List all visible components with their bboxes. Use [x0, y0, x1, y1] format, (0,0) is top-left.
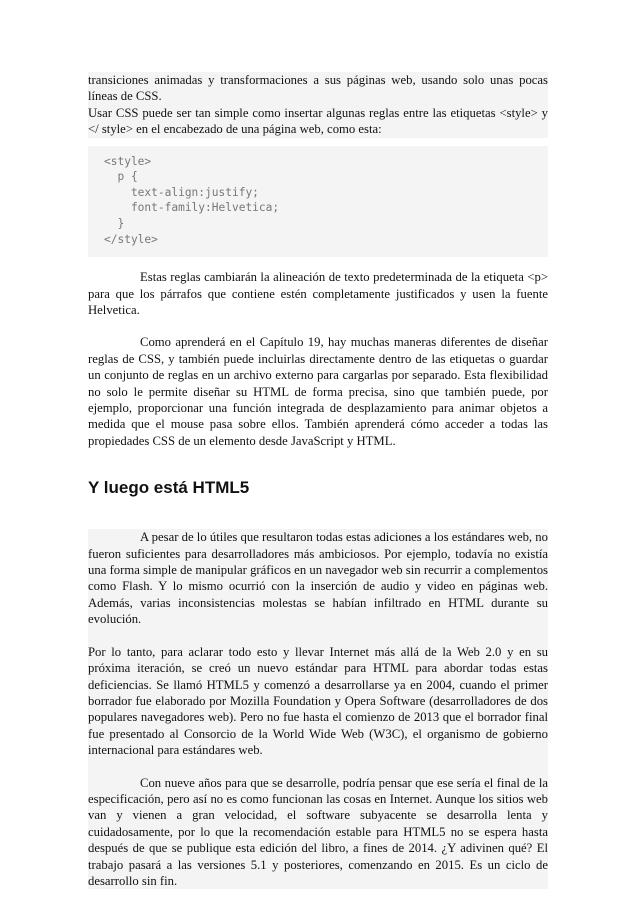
code-line: p {: [104, 170, 138, 184]
html5-paragraph-3: Con nueve años para que se desarrolle, podría pensar que ese sería el final de la especificación, pero así no es como funcionan las cosas en Internet. Aunque los sitios web van y vienen a gran velocidad, el software subyacente se desarrolla lenta y cuidadosamente, por lo que la recomendación estable para HTML5 no se espera hasta después de que se publique esta edición del libro, a fines de 2014. ¿Y adivinen qué? El trabajo pasará a las versiones 5.1 y posteriores, comenzando en 2015. Es un ciclo de desarrollo sin fin.: [88, 775, 548, 888]
chapter-paragraph: Como aprenderá en el Capítulo 19, hay muchas maneras diferentes de diseñar reglas de CSS, y también puede incluirlas directamente dentro de las etiquetas o guardar un conjunto de reglas en un archivo externo para cargarlas por separado. Esta flexibilidad no solo le permite diseñar su HTML de forma precisa, sino que también puede, por ejemplo, proporcionar una función integrada de desplazamiento para animar objetos a medida que el mouse pasa sobre ellos. También aprenderá cómo acceder a todas las propiedades CSS de un elemento desde JavaScript y HTML.: [88, 335, 548, 448]
code-line: font-family:Helvetica;: [104, 201, 280, 215]
code-line: </style>: [104, 232, 158, 246]
code-line: <style>: [104, 154, 152, 168]
intro-paragraph-1: transiciones animadas y transformaciones a sus páginas web, usando solo unas pocas líneas de CSS.: [88, 73, 548, 104]
html5-paragraph-2: Por lo tanto, para aclarar todo esto y llevar Internet más allá de la Web 2.0 y en su próxima iteración, se creó un nuevo estándar para HTML para abordar todas estas deficiencias. Se llamó HTML5 y comenzó a desarrollarse ya en 2004, cuando el primer borrador fue elaborado por Mozilla Foundation y Opera Software (desarrolladores de dos populares navegadores web). Pero no fue hasta el comienzo de 2013 que el borrador final fue presentado al Consorcio de la World Wide Web (W3C), el organismo de gobierno internacional para estándares web.: [88, 644, 548, 758]
html5-paragraph-1: A pesar de lo útiles que resultaron todas estas adiciones a los estándares web, no fueron suficientes para desarrolladores más ambiciosos. Por ejemplo, todavía no existía una forma simple de manipular gráficos en un navegador web sin recurrir a complementos como Flash. Y lo mismo ocurrió con la inserción de audio y video en páginas web. Además, varias inconsistencias molestas se habían infiltrado en HTML durante su evolución.: [88, 530, 548, 627]
rules-paragraph: Estas reglas cambiarán la alineación de texto predeterminada de la etiqueta <p> para que los párrafos que contiene estén completamente justificados y usen la fuente Helvetica.: [88, 270, 548, 317]
page-content: [88, 72, 548, 889]
code-line: }: [104, 217, 125, 230]
code-block: [88, 146, 548, 258]
intro-paragraph-2: Usar CSS puede ser tan simple como insertar algunas reglas entre las etiquetas <style> y </ style> en el encabezado de una página web, como esta:: [88, 105, 548, 137]
code-line: text-align:justify;: [104, 185, 259, 199]
section-heading: Y luego está HTML5: [88, 478, 250, 498]
